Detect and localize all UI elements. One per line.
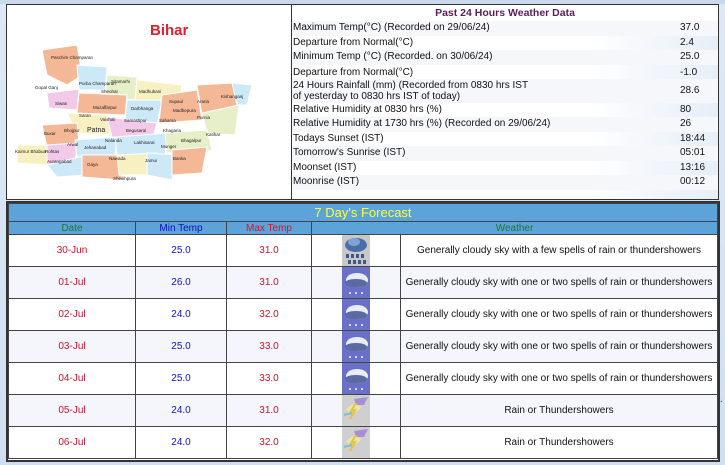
forecast-min-temp: 24.0 [136, 395, 227, 427]
row-label: Relative Humidity at 1730 hrs (%) (Recorded on 29/06/24) [293, 118, 551, 129]
district-label: Paschim Champaran [51, 55, 94, 60]
district-label: Buxar [44, 131, 56, 136]
district-label: Bhagalpur [181, 138, 202, 143]
district-label: Supaul [169, 99, 184, 104]
forecast-weather: Generally cloudy sky with one or two spells of rain or thundershowers [401, 331, 718, 363]
district-label: Kishanganj [221, 94, 244, 99]
row-value: 26 [680, 118, 692, 129]
district-label: Rohtas [45, 149, 60, 154]
map-title: Bihar [150, 22, 189, 39]
past-row-sunset [292, 132, 718, 147]
forecast-row [9, 427, 718, 459]
district-label: Begusarai [126, 128, 147, 133]
header-min-temp: Min Temp [136, 222, 227, 235]
row-value: 28.6 [680, 85, 700, 96]
past-row-rh-0830 [292, 103, 718, 118]
row-value: 80 [680, 103, 692, 115]
forecast-date: 02-Jul [9, 299, 136, 331]
rain-cloud-icon [312, 331, 401, 363]
past-row-rainfall [292, 79, 718, 103]
district-label: Bhojpur [64, 128, 80, 133]
forecast-date: 01-Jul [9, 267, 136, 299]
district-label: Khagaria [163, 128, 182, 133]
thunderstorm-icon [312, 427, 401, 459]
row-value: 05:01 [680, 147, 706, 158]
forecast-row [9, 363, 718, 395]
past-24-table [292, 21, 718, 190]
forecast-table [8, 203, 718, 459]
past-row-min-departure [292, 65, 718, 79]
forecast-max-temp: 32.0 [227, 299, 312, 331]
past-24-hours-panel [291, 4, 719, 200]
district-label: Sheohar [101, 89, 119, 94]
forecast-max-temp: 31.0 [227, 395, 312, 427]
forecast-row [9, 331, 718, 363]
row-label: Moonrise (IST) [293, 176, 360, 187]
district-label: Purnia [197, 115, 211, 120]
forecast-rows [9, 235, 718, 459]
district-label: Vaishali [100, 117, 116, 122]
header-date: Date [9, 222, 136, 235]
forecast-max-temp: 33.0 [227, 331, 312, 363]
district-label: Munger [161, 144, 177, 149]
forecast-weather: Generally cloudy sky with a few spells of rain or thundershowers [401, 235, 718, 267]
rain-cloud-icon [312, 363, 401, 395]
row-value: 00:12 [680, 176, 706, 187]
district-label: Siwan [55, 101, 68, 106]
district-label: Arwal [67, 142, 79, 147]
district-label: Saran [79, 113, 92, 118]
row-label: Maximum Temp(°C) (Recorded on 29/06/24) [293, 22, 490, 33]
heavy-rain-icon [312, 235, 401, 267]
row-label [292, 80, 680, 102]
row-label: Departure from Normal(°C) [293, 36, 414, 48]
past-row-moonset [292, 161, 718, 176]
forecast-max-temp: 31.0 [227, 235, 312, 267]
forecast-min-temp: 26.0 [136, 267, 227, 299]
forecast-weather: Generally cloudy sky with one or two spells of rain or thundershowers [401, 267, 718, 299]
row-label: Todays Sunset (IST) [293, 132, 384, 144]
forecast-title: 7 Day's Forecast [9, 204, 718, 222]
district-label: Aurangabad [47, 159, 72, 164]
row-label: Tomorrow's Sunrise (IST) [293, 147, 406, 158]
district-label: Muzaffarpur [93, 105, 117, 110]
district-label: Lakhisarai [134, 140, 155, 145]
bihar-map [7, 5, 291, 199]
forecast-date: 30-Jun [9, 235, 136, 267]
forecast-weather: Rain or Thundershowers [401, 427, 718, 459]
row-value: 37.0 [680, 22, 700, 33]
forecast-row [9, 267, 718, 299]
district-label: Araria [197, 99, 210, 104]
forecast-min-temp: 25.0 [136, 331, 227, 363]
row-value: -1.0 [680, 66, 698, 78]
forecast-min-temp: 25.0 [136, 363, 227, 395]
row-value: 2.4 [680, 36, 694, 48]
past-row-max-departure [292, 36, 718, 51]
thunderstorm-icon [312, 395, 401, 427]
row-label-line1: 24 Hours Rainfall (mm) (Recorded from 0830 hrs IST [293, 79, 529, 91]
bihar-map-panel [6, 4, 292, 200]
past-row-min-temp [292, 50, 718, 65]
district-label: Jamui [145, 158, 158, 163]
past-row-rh-1730 [292, 117, 718, 132]
forecast-row [9, 235, 718, 267]
district-label: Jehanabad [84, 145, 107, 150]
forecast-min-temp: 24.0 [136, 427, 227, 459]
forecast-weather: Rain or Thundershowers [401, 395, 718, 427]
forecast-date: 05-Jul [9, 395, 136, 427]
district-label: Saharsa [159, 118, 176, 123]
past-24-title: Past 24 Hours Weather Data [292, 5, 718, 21]
forecast-max-temp: 31.0 [227, 267, 312, 299]
district-label: Sitamarhi [111, 79, 131, 84]
forecast-panel [6, 201, 720, 462]
forecast-date: 04-Jul [9, 363, 136, 395]
row-value: 25.0 [680, 51, 700, 62]
district-label: Samastipur [124, 118, 147, 123]
row-value: 18:44 [680, 132, 706, 144]
forecast-max-temp: 32.0 [227, 427, 312, 459]
district-label: Nawada [109, 156, 126, 161]
district-label: Banka [173, 156, 186, 161]
district-label: Kaimur Bhabua [15, 149, 47, 154]
row-label-line2: of yesterday to 0830 hrs IST of today) [293, 90, 461, 102]
row-value: 13:16 [680, 161, 706, 173]
past-row-moonrise [292, 175, 718, 190]
district-label: Madhubani [139, 89, 162, 94]
forecast-weather: Generally cloudy sky with one or two spells of rain or thundershowers [401, 299, 718, 331]
forecast-max-temp: 33.0 [227, 363, 312, 395]
district-label: Purba Champaran [79, 81, 116, 86]
district-label: Patna [87, 127, 106, 134]
past-row-sunrise [292, 146, 718, 161]
header-max-temp: Max Temp [227, 222, 312, 235]
forecast-row [9, 395, 718, 427]
forecast-row [9, 299, 718, 331]
district-label: Gopal Ganj [35, 85, 58, 90]
district-label: Sheikhpura [113, 176, 136, 181]
forecast-min-temp: 25.0 [136, 235, 227, 267]
district-label: Katihar [206, 132, 221, 137]
row-label: Minimum Temp (°C) (Recorded. on 30/06/24) [293, 51, 493, 62]
forecast-min-temp: 24.0 [136, 299, 227, 331]
past-row-max-temp [292, 21, 718, 36]
forecast-weather: Generally cloudy sky with one or two spells of rain or thundershowers [401, 363, 718, 395]
row-label: Moonset (IST) [293, 161, 357, 173]
row-label: Relative Humidity at 0830 hrs (%) [293, 103, 442, 115]
district-label: Gaya [87, 162, 98, 167]
district-label: Nalanda [105, 138, 122, 143]
rain-cloud-icon [312, 299, 401, 331]
header-weather: Weather [312, 222, 718, 235]
rain-cloud-icon [312, 267, 401, 299]
district-label: Darbhanga [131, 106, 154, 111]
district-label: Madhepura [173, 108, 196, 113]
forecast-date: 03-Jul [9, 331, 136, 363]
page-marker: · [719, 396, 723, 407]
forecast-date: 06-Jul [9, 427, 136, 459]
row-label: Departure from Normal(°C) [293, 66, 414, 78]
